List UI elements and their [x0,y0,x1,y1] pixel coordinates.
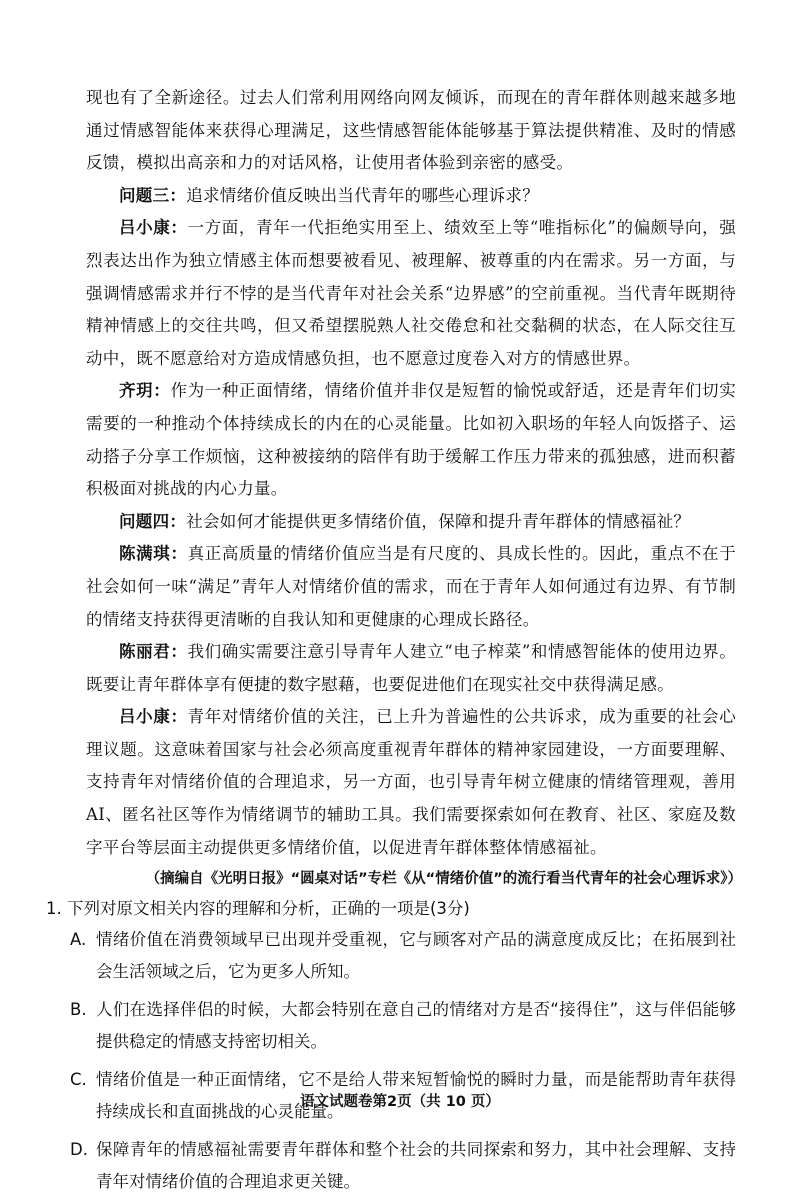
speaker-name: 陈满琪： [119,544,188,564]
question-four-text: 社会如何才能提供更多情绪价值，保障和提升青年群体的情感福祉？ [186,511,691,531]
option-letter: D. [70,1140,88,1160]
intro-paragraph: 现也有了全新途径。过去人们常利用网络向网友倾诉，而现在的青年群体则越来越多地通过情感智能体来获得心理满足，这些情感智能体能够基于算法提供精准、及时的情感反馈，模拟出高亲和力的对话风格，让使用者体验到亲密的感受。 [86,88,736,173]
source-citation: （摘编自《光明日报》“圆桌对话”专栏《从“情绪价值”的流行看当代青年的社会心理诉求》） [145,871,742,888]
answer-text: 青年对情绪价值的关注，已上升为普遍性的公共诉求，成为重要的社会心理议题。这意味着国家与社会必须高度重视青年群体的精神家园建设，一方面要理解、支持青年对情绪价值的合理追求，另一方面，也引导青年树立健康的情绪管理观，善用AI、匿名社区等作为情绪调节的辅助工具。我们需要探索如何在教育、社区、家庭及数字平台等层面主动提供更多情绪价值，以促进青年群体整体情感福祉。 [86,707,736,857]
speaker-name: 吕小康： [119,707,188,727]
option-b [70,994,736,1058]
answer-paragraph-2 [86,375,736,505]
option-a [70,924,736,988]
question-four-label: 问题四： [119,511,187,531]
speaker-name: 吕小康： [119,218,188,238]
answer-options [70,924,736,1198]
option-text: 人们在选择伴侣的时候，大都会特别在意自己的情绪对方是否“接得住”，这与伴侣能够提供稳定的情感支持密切相关。 [96,1000,736,1052]
answer-paragraph-1 [86,212,736,375]
answer-text: 一方面，青年一代拒绝实用至上、绩效至上等“唯指标化”的偏颇导向，强烈表达出作为独立情感主体而想要被看见、被理解、被尊重的内在需求。另一方面，与强调情感需求并行不悖的是当代青年对社会关系“边界感”的空前重视。当代青年既期待精神情感上的交往共鸣，但又希望摆脱熟人社交倦怠和社交黏稠的状态，在人际交往互动中，既不愿意给对方造成情感负担，也不愿意过度卷入对方的情感世界。 [86,218,736,368]
question-three-label: 问题三： [119,185,187,205]
question-four [86,506,736,539]
option-text: 保障青年的情感福祉需要青年群体和整个社会的共同探索和努力，其中社会理解、支持青年对情绪价值的合理追求更关键。 [96,1140,736,1192]
option-d [70,1134,736,1198]
speaker-name: 陈丽君： [119,642,188,662]
option-text: 情绪价值在消费领域早已出现并受重视，它与顾客对产品的满意度成反比；在拓展到社会生活领域之后，它为更多人所知。 [96,930,736,982]
option-letter: A. [70,930,87,950]
question-three [86,180,736,213]
option-letter: B. [70,1000,87,1020]
answer-text: 作为一种正面情绪，情绪价值并非仅是短暂的愉悦或舒适，还是青年们切实需要的一种推动个体持续成长的内在的心灵能量。比如初入职场的年轻人向饭搭子、运动搭子分享工作烦恼，这种被接纳的陪伴有助于缓解工作压力带来的孤独感，进而积蓄积极面对挑战的内心力量。 [86,381,736,499]
page-footer: 语文试题卷第2页（共 10 页） [300,1094,500,1110]
option-letter: C. [70,1070,87,1090]
option-text: 情绪价值是一种正面情绪，它不是给人带来短暂愉悦的瞬时力量，而是能帮助青年获得持续成长和直面挑战的心灵能量。 [96,1070,736,1122]
question-three-text: 追求情绪价值反映出当代青年的哪些心理诉求？ [186,185,540,205]
answer-paragraph-5 [86,701,736,864]
answer-paragraph-3 [86,538,736,636]
answer-text: 我们确实需要注意引导青年人建立“电子榨菜”和情感智能体的使用边界。既要让青年群体享有便捷的数字慰藉，也要促进他们在现实社交中获得满足感。 [86,642,736,694]
answer-paragraph-4 [86,636,736,701]
question-1-stem: 1. 下列对原文相关内容的理解和分析，正确的一项是(3分) [46,899,470,919]
speaker-name: 齐玥： [119,381,171,401]
answer-text: 真正高质量的情绪价值应当是有尺度的、具成长性的。因此，重点不在于社会如何一味“满足”青年人对情绪价值的需求，而在于青年人如何通过有边界、有节制的情绪支持获得更清晰的自我认知和更健康的心理成长路径。 [86,544,736,629]
